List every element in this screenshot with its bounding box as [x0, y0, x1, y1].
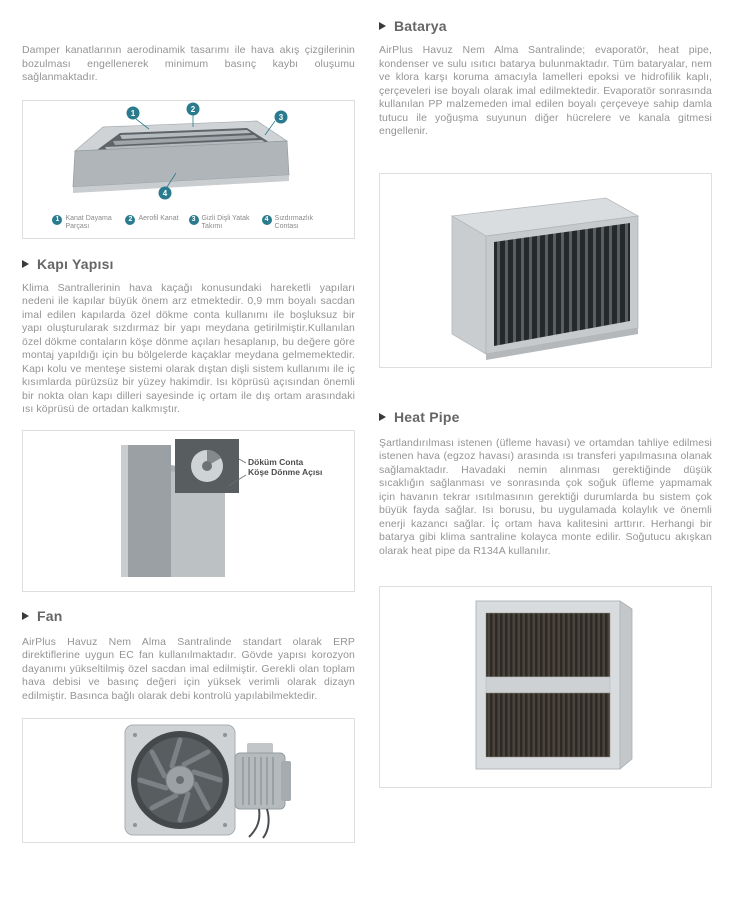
legend-number-badge: 3 — [189, 215, 199, 225]
battery-coil-illustration-icon — [380, 174, 711, 367]
fan-paragraph: AirPlus Havuz Nem Alma Santralinde standart olarak ERP direktiflerine uygun EC fan kullanılmaktadır. Gövde yapısı korozyon dayanımı yükseltilmiş özel sacdan imal edilmiştir. Gerekli olan toplam hava debisi ve basınç değeri için yüksek verimli olarak dizayn edilmiştir. Basınca bağlı olarak debi kontrolü yapılabilmektedir. — [22, 635, 355, 702]
damper-figure — [22, 100, 355, 239]
legend-number-badge: 2 — [125, 215, 135, 225]
door-detail-label: Döküm Conta Köşe Dönme Açısı — [248, 456, 323, 477]
heatpipe-body — [476, 601, 632, 769]
legend-label: Kanat Dayama Parçası — [65, 214, 112, 230]
section-title: Kapı Yapısı — [37, 256, 114, 272]
damper-body — [73, 121, 289, 193]
legend-number-badge: 4 — [262, 215, 272, 225]
section-title: Batarya — [394, 17, 447, 34]
fan-illustration-icon — [23, 719, 354, 842]
damper-legend-item — [52, 215, 115, 231]
svg-text:3: 3 — [278, 112, 284, 122]
heatpipe-paragraph: Şartlandırılması istenen (üfleme havası) ve ortamdan tahliye edilmesi istenen hava (egzoz havası) arasında ısı transferi yapılmasına olanak sağlamaktadır. Havadaki nemin alınması gerektiğinde düşük sıcaklığın sağlanması ve sonrasında çok soğuk üfleme yapmamak için havanın tekrar ısıtılmasının gerektiği durumlarda bu sistem çok büyük fayda sağlar. Isı borusu, bu uygulamada kolaylık ve önemli enerji kazancı sağlar. İç ortam hava kalitesini arttırır. Herhangi bir batarya gibi klima santraline kolayca monte edilir. Soğutucu akışkan olarak heat pipe da R134A kullanılır. — [379, 436, 712, 557]
batarya-heading — [379, 17, 712, 34]
damper-legend — [23, 215, 354, 231]
batarya-paragraph: AirPlus Havuz Nem Alma Santralinde; evaporatör, heat pipe, kondenser ve sulu ısıtıcı batarya bulunmaktadır. Tüm bataryalar, nem ve klora karşı koruma amacıyla lamelleri epoksi ve hidrofilik kaplı, çerçeveleri ise boyalı olarak imal edilmektedir. Evaporatör sonrasında kullanılan PP malzemeden imal edilen boyalı çerçeveye sahip damla tutucu ile yoğuşma suyunun diğer hücrelere ve kanala gitmesi engellenir. — [379, 44, 712, 137]
heatpipe-illustration-icon — [380, 587, 711, 787]
damper-legend-item — [262, 215, 325, 231]
legend-label: Aerofil Kanat — [138, 214, 179, 222]
section-marker-icon — [22, 260, 29, 268]
fan-motor — [235, 743, 291, 838]
kapi-paragraph: Klima Santrallerinin hava kaçağı konusundaki hareketli yapıları nedeni ile kapılar büyük önem arz etmektedir. 0,9 mm boyalı sacdan imal edilen kapılarda özel dökme conta kullanımı ile boşluksuz bir yapı oluşturularak sızdırmaz bir yapı meydana getirilmiştir.Kullanılan özel dökme contaların köşe dönme açıları hesaplanıp, bu değere göre montaj yapıldığı için bu bölgelerde kaçaklar meydana gelmemektedir. Kapı kolu ve menteşe sistemi olarak dıştan dişli sistem kullanımı ile iç kısımlarda pürüzsüz bir yüzey hakimdir. Isı köprüsü açısından önemli bir nokta olan kapı dilleri sayesinde iç ortam ile dış ortam arasındaki ısı köprüsü de ortadan kalkmıştır. — [22, 281, 355, 415]
damper-legend-item — [189, 215, 252, 231]
door-illustration-icon — [23, 431, 354, 591]
left-column — [22, 0, 355, 843]
fan-impeller — [131, 731, 229, 829]
svg-text:1: 1 — [130, 108, 136, 118]
battery-coil-body — [452, 198, 638, 360]
section-marker-icon — [22, 612, 29, 620]
right-column — [379, 0, 712, 788]
damper-illustration-icon — [23, 101, 354, 206]
battery-coil-figure — [379, 173, 712, 368]
fan-heading — [22, 608, 355, 625]
legend-label: Sızdırmazlık Contası — [274, 214, 314, 230]
heatpipe-heading — [379, 409, 712, 426]
legend-number-badge: 1 — [52, 215, 62, 225]
section-marker-icon — [379, 22, 386, 30]
fan-figure — [22, 718, 355, 843]
heatpipe-figure — [379, 586, 712, 788]
damper-paragraph: Damper kanatlarının aerodinamik tasarımı ile hava akış çizgilerinin bozulması engellenerek minimum basınç kaybı oluşumu sağlanmaktadır. — [22, 44, 355, 83]
svg-text:4: 4 — [162, 188, 168, 198]
section-title: Fan — [37, 608, 63, 624]
svg-text:2: 2 — [190, 104, 196, 114]
kapi-heading — [22, 256, 355, 273]
door-figure — [22, 430, 355, 592]
damper-legend-item — [125, 215, 178, 225]
legend-label: Gizli Dişli Yatak Takımı — [201, 214, 250, 230]
section-marker-icon — [379, 413, 386, 421]
section-title: Heat Pipe — [394, 409, 460, 425]
